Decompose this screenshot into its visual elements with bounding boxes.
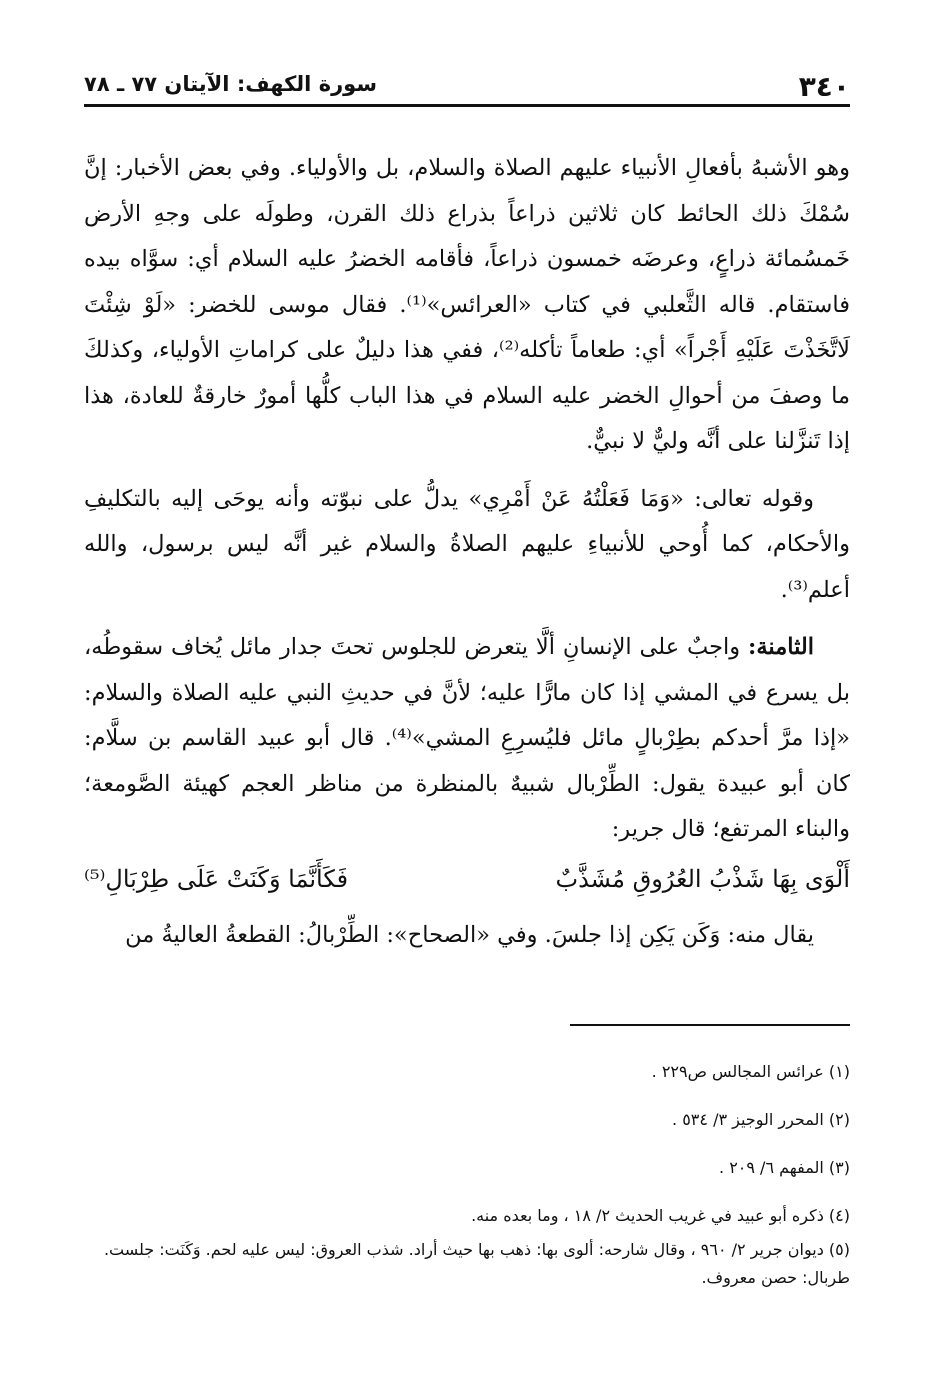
page-header [84,62,850,102]
paragraph-1: وهو الأشبهُ بأفعالِ الأنبياء عليهم الصلاة والسلام، بل والأولياء. وفي بعض الأخبار: إنَّ سُمْكَ ذلك الحائط كان ثلاثين ذراعاً بذراع ذلك القرن، وطولَه على وجهِ الأرض خَمسُمائة ذراعٍ، وعرضَه خمسون ذراعاً، فأقامه الخضرُ عليه السلام أي: سوَّاه بيده فاستقام. قاله الثَّعلبي في كتاب «العرائس»⁽¹⁾. فقال موسى للخضر: «لَوْ شِئْتَ لَاتَّخَذْتَ عَلَيْهِ أَجْراً» أي: طعاماً تأكله⁽²⁾، ففي هذا دليلٌ على كراماتِ الأولياء، وكذلكَ ما وصفَ من أحوالِ الخضر عليه السلام في هذا الباب كلُّها أمورٌ خارقةٌ للعادة، هذا إذا تَنزَّلنا على أنَّه وليٌّ لا نبيٌّ. [84,155,850,454]
section-label: الثامنة: [748,634,814,660]
verse-first-hemistich: أَلْوَى بِهَا شَذْبُ العُرُوقِ مُشَذَّبٌ [555,864,850,893]
footnote-rule [570,1024,850,1026]
poetry-verse [84,853,850,913]
paragraph-3-text: واجبٌ على الإنسانِ ألَّا يتعرض للجلوس تحتَ جدار مائل يُخاف سقوطُه، بل يسرع في المشي إذا كان مارًّا عليه؛ لأنَّ في حديثِ النبي عليه الصلاة والسلام: «إذا مرَّ أحدكم بطِرْبالٍ مائل فليُسرِعِ المشي»⁽⁴⁾. قال أبو عبيد القاسم بن سلَّام: كان أبو عبيدة يقول: الطِّرْبال شبيهٌ بالمنظرة من مناظر العجم كهيئة الصَّومعة؛ والبناء المرتفع؛ قال جرير: [84,634,850,842]
footnote-4: (٤) ذكره أبو عبيد في غريب الحديث ٢/ ١٨ ، وما بعده منه. [471,1206,850,1225]
running-title: سورة الكهف: الآيتان ٧٧ ـ ٧٨ [84,72,377,96]
footnote-3: (٣) المفهم ٦/ ٢٠٩ . [719,1158,850,1177]
header-rule [84,104,850,107]
main-text [84,146,850,958]
footnotes [84,1058,850,1312]
paragraph-2: وقوله تعالى: «وَمَا فَعَلْتُهُ عَنْ أَمْرِي» يدلُّ على نبوّته وأنه يوحَى إليه بالتكليفِ والأحكام، كما أُوحي للأنبياءِ عليهم الصلاةُ والسلام غير أنَّه ليس برسول، والله أعلم⁽³⁾. [84,485,850,603]
verse-second-hemistich: فَكَأَنَّمَا وَكَنَتْ عَلَى طِرْبَالِ⁽⁵⁾ [84,864,349,893]
footnote-1: (١) عرائس المجالس ص٢٢٩ . [651,1062,850,1081]
paragraph-4: يقال منه: وَكَن يَكِن إذا جلسَ. وفي «الصحاح»: الطِّرْبالُ: القطعةُ العاليةُ من [125,921,814,948]
footnote-2: (٢) المحرر الوجيز ٣/ ٥٣٤ . [672,1110,850,1129]
paragraph-3 [84,625,850,853]
footnote-5: (٥) ديوان جرير ٢/ ٩٦٠ ، وقال شارحه: ألوى بها: ذهب بها حيث أراد. شذب العروق: ليس عليه لحم. وَكَنَت: جلست. طربال: حصن معروف. [103,1240,850,1287]
page-number: ٣٤٠ [798,70,850,103]
